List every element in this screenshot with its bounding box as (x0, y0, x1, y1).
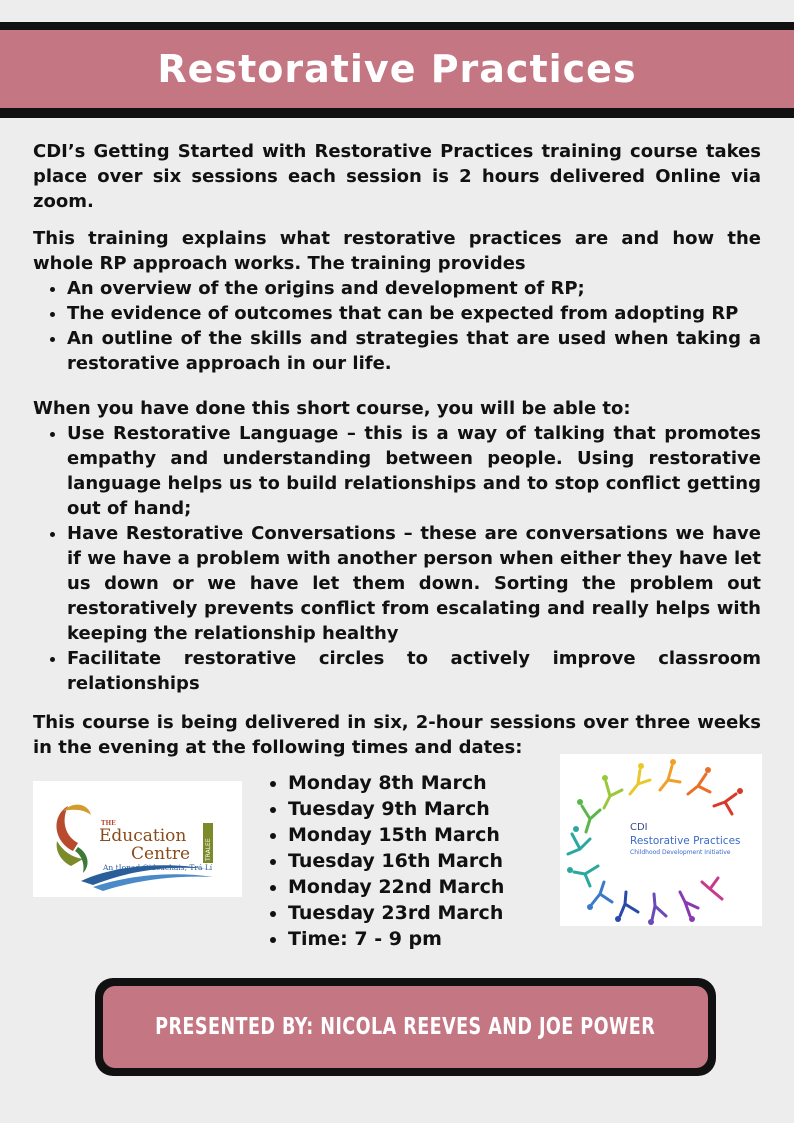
logo-cdi-text: CDI (630, 822, 648, 833)
presenters-text: PRESENTED BY: NICOLA REEVES AND JOE POWER (155, 1014, 656, 1040)
outcomes-list (33, 421, 761, 696)
date-item: • Monday 15th March (288, 822, 538, 848)
presenters-banner (95, 978, 716, 1076)
logo-line1: Education (99, 826, 187, 846)
date-item: • Monday 22nd March (288, 874, 538, 900)
training-lead: This training explains what restorative practices are and how the whole RP approach works. The training provides (33, 228, 761, 274)
list-item: • Facilitate restorative circles to actively improve classroom relationships (67, 646, 761, 696)
logo-side-text: TRALEE (205, 838, 212, 861)
cdi-restorative-practices-logo (560, 754, 762, 926)
list-item: • An overview of the origins and development of RP; (67, 276, 761, 301)
page-title: Restorative Practices (157, 47, 637, 91)
logo-irish-text: An tIonad Oideachais, Trá Lí (103, 863, 213, 872)
logo-small-text: THE (101, 820, 116, 827)
outcomes-lead: When you have done this short course, you will be able to: (33, 398, 631, 419)
education-centre-logo (33, 781, 242, 897)
list-item: • An outline of the skills and strategies that are used when taking a restorative approach in our life. (67, 326, 761, 376)
list-item: • The evidence of outcomes that can be expected from adopting RP (67, 301, 761, 326)
logo-line2: Centre (131, 844, 191, 864)
dates-list (268, 770, 538, 952)
intro-paragraph: CDI’s Getting Started with Restorative Practices training course takes place over six sessions each session is 2 hours delivered Online via zoom. (33, 141, 761, 212)
title-banner (0, 22, 794, 118)
main-content (33, 139, 761, 770)
dates-list-block (268, 770, 538, 952)
logo-rp-text: Restorative Practices (630, 835, 741, 847)
training-list (33, 276, 761, 376)
date-item: • Tuesday 9th March (288, 796, 538, 822)
presenters-banner-inner (103, 986, 708, 1068)
title-banner-inner (0, 30, 794, 108)
list-item: • Use Restorative Language – this is a way of talking that promotes empathy and understanding between people. Using restorative language helps us to build relationships and to stop conflict getting out of hand; (67, 421, 761, 521)
date-item: • Monday 8th March (288, 770, 538, 796)
date-item: • Tuesday 16th March (288, 848, 538, 874)
logo-cdi-full-text: Childhood Development Initiative (630, 849, 731, 856)
date-item: • Time: 7 - 9 pm (288, 926, 538, 952)
date-item: • Tuesday 23rd March (288, 900, 538, 926)
list-item: • Have Restorative Conversations – these are conversations we have if we have a problem with another person when either they have let us down or we have let them down. Sorting the problem out restoratively prevents conflict from escalating and really helps with keeping the relationship healthy (67, 521, 761, 646)
schedule-paragraph: This course is being delivered in six, 2-hour sessions over three weeks in the evening at the following times and dates: (33, 712, 761, 758)
